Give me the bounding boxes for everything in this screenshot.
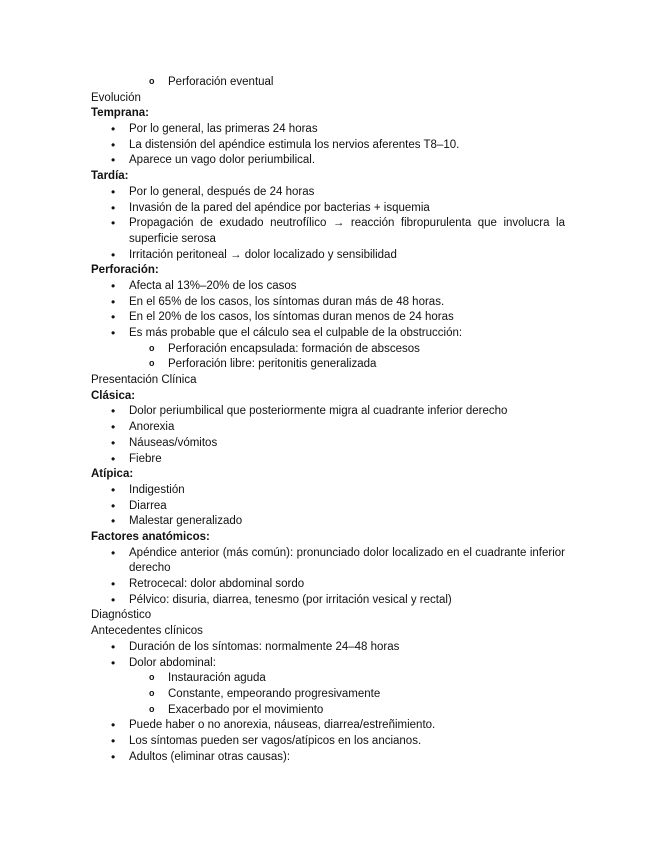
sub-bullet-item: o Perforación encapsulada: formación de abscesos bbox=[91, 342, 565, 358]
bullet-item: • Es más probable que el cálculo sea el culpable de la obstrucción: bbox=[91, 326, 565, 342]
bullet-item: • En el 20% de los casos, los síntomas duran menos de 24 horas bbox=[91, 310, 565, 326]
sub-bullet-item: o Exacerbado por el movimiento bbox=[91, 703, 565, 719]
bullet-item: • La distensión del apéndice estimula los nervios aferentes T8–10. bbox=[91, 138, 565, 154]
bullet-item: • Los síntomas pueden ser vagos/atípicos en los ancianos. bbox=[91, 734, 565, 750]
bullet-item: • Adultos (eliminar otras causas): bbox=[91, 750, 565, 766]
bullet-item: • Duración de los síntomas: normalmente 24–48 horas bbox=[91, 640, 565, 656]
sub-bullet-item: o Constante, empeorando progresivamente bbox=[91, 687, 565, 703]
sub-bullet-item: o Instauración aguda bbox=[91, 671, 565, 687]
section-heading-presentacion-clinica: Presentación Clínica bbox=[91, 374, 197, 387]
document-page bbox=[91, 75, 565, 765]
subsection-heading-perforacion: Perforación: bbox=[91, 264, 159, 277]
subsection-heading-atipica: Atípica: bbox=[91, 468, 134, 481]
bullet-item: • Propagación de exudado neutrofílico → reacción fibropurulenta que involucra la superficie serosa bbox=[91, 216, 565, 247]
section-heading-antecedentes-clinicos: Antecedentes clínicos bbox=[91, 625, 203, 638]
bullet-item: • Fiebre bbox=[91, 452, 565, 468]
bullet-item: • Por lo general, las primeras 24 horas bbox=[91, 122, 565, 138]
bullet-item: • Afecta al 13%–20% de los casos bbox=[91, 279, 565, 295]
bullet-item: • Diarrea bbox=[91, 499, 565, 515]
bullet-item: • Malestar generalizado bbox=[91, 514, 565, 530]
bullet-item: • Náuseas/vómitos bbox=[91, 436, 565, 452]
bullet-item: • Retrocecal: dolor abdominal sordo bbox=[91, 577, 565, 593]
bullet-item: • Aparece un vago dolor periumbilical. bbox=[91, 153, 565, 169]
bullet-item: • Dolor periumbilical que posteriormente migra al cuadrante inferior derecho bbox=[91, 404, 565, 420]
bullet-item: • Apéndice anterior (más común): pronunciado dolor localizado en el cuadrante inferior derecho bbox=[91, 546, 565, 577]
bullet-item: • Anorexia bbox=[91, 420, 565, 436]
bullet-item: • Dolor abdominal: bbox=[91, 656, 565, 672]
sub-bullet-item: o Perforación libre: peritonitis generalizada bbox=[91, 357, 565, 373]
bullet-item: • Irritación peritoneal → dolor localizado y sensibilidad bbox=[91, 248, 565, 264]
bullet-item: • Por lo general, después de 24 horas bbox=[91, 185, 565, 201]
section-heading-evolucion: Evolución bbox=[91, 91, 141, 104]
subsection-heading-tardia: Tardía: bbox=[91, 170, 129, 183]
sub-bullet-item: o Perforación eventual bbox=[91, 75, 565, 91]
section-heading-diagnostico: Diagnóstico bbox=[91, 609, 152, 622]
bullet-item: • Pélvico: disuria, diarrea, tenesmo (por irritación vesical y rectal) bbox=[91, 593, 565, 609]
bullet-item: • Indigestión bbox=[91, 483, 565, 499]
bullet-item: • Invasión de la pared del apéndice por bacterias + isquemia bbox=[91, 201, 565, 217]
subsection-heading-clasica: Clásica: bbox=[91, 389, 136, 402]
bullet-item: • Puede haber o no anorexia, náuseas, diarrea/estreñimiento. bbox=[91, 718, 565, 734]
bullet-item: • En el 65% de los casos, los síntomas duran más de 48 horas. bbox=[91, 295, 565, 311]
subsection-heading-factores-anatomicos: Factores anatómicos: bbox=[91, 530, 210, 543]
subsection-heading-temprana: Temprana: bbox=[91, 107, 149, 120]
